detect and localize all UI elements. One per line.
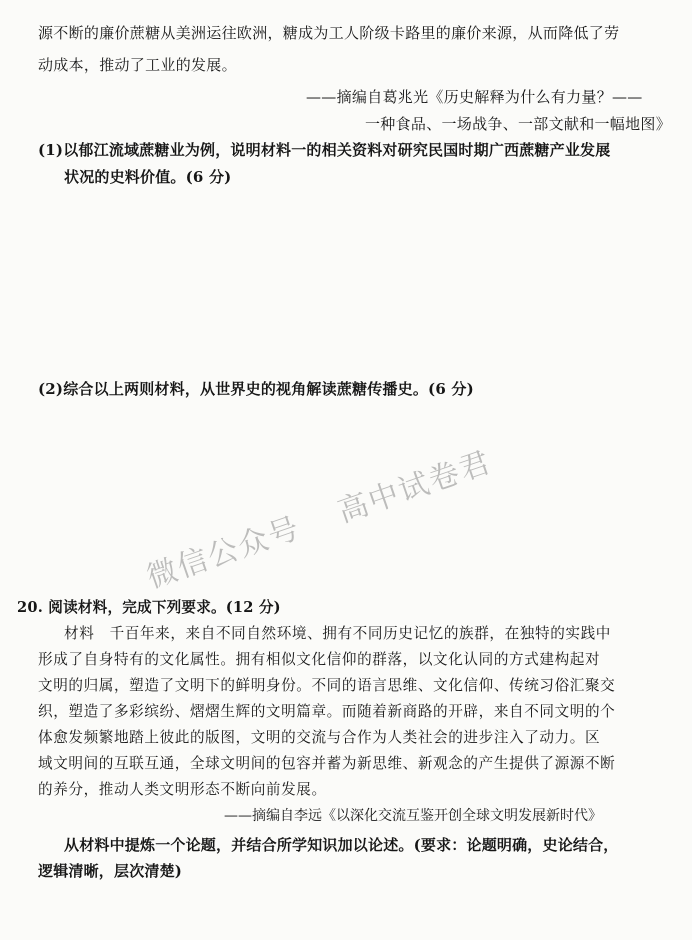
source-citation: ——摘编自李远《以深化交流互鉴开创全球文明发展新时代》: [224, 808, 602, 824]
material-paragraph-line: 形成了自身特有的文化属性。拥有相似文化信仰的群落，以文化认同的方式建构起对: [38, 651, 601, 668]
source-citation-continued: 一种食品、一场战争、一部文献和一幅地图》: [365, 115, 672, 133]
material-text-line: 源不断的廉价蔗糖从美洲运往欧洲，糖成为工人阶级卡路里的廉价来源，从而降低了劳: [38, 24, 620, 42]
material-paragraph-line: 域文明间的互联互通，全球文明间的包容并蓄为新思维、新观念的产生提供了源源不断: [38, 755, 616, 772]
material-text-line: 动成本，推动了工业的发展。: [38, 56, 237, 74]
material-paragraph-line: 材料 千百年来，来自不同自然环境、拥有不同历史记忆的族群，在独特的实践中: [64, 625, 611, 642]
requirement-text-continued: 逻辑清晰，层次清楚): [38, 862, 183, 880]
material-paragraph-line: 体愈发频繁地踏上彼此的版图，文明的交流与合作为人类社会的进步注入了动力。区: [38, 729, 601, 746]
watermark-name: 高中试卷君: [333, 444, 497, 530]
watermark: [140, 437, 497, 596]
question-20-header: 20. 阅读材料，完成下列要求。(12 分): [17, 599, 281, 616]
source-citation: ——摘编自葛兆光《历史解释为什么有力量？——: [306, 88, 643, 106]
question-1-text-continued: 状况的史料价值。(6 分): [64, 168, 232, 186]
material-paragraph-line: 织，塑造了多彩缤纷、熠熠生辉的文明篇章。而随着新商路的开辟，来自不同文明的个: [38, 703, 616, 720]
watermark-account: 微信公众号: [142, 510, 306, 596]
material-paragraph-line: 文明的归属，塑造了文明下的鲜明身份。不同的语言思维、文化信仰、传统习俗汇聚交: [38, 677, 616, 694]
question-1-text: (1)以郁江流域蔗糖业为例，说明材料一的相关资料对研究民国时期广西蔗糖产业发展: [38, 141, 611, 159]
requirement-text: 从材料中提炼一个论题，并结合所学知识加以论述。(要求：论题明确，史论结合，: [64, 836, 619, 854]
material-paragraph-line: 的养分，推动人类文明形态不断向前发展。: [38, 781, 327, 798]
question-2-text: (2)综合以上两则材料，从世界史的视角解读蔗糖传播史。(6 分): [38, 380, 474, 398]
